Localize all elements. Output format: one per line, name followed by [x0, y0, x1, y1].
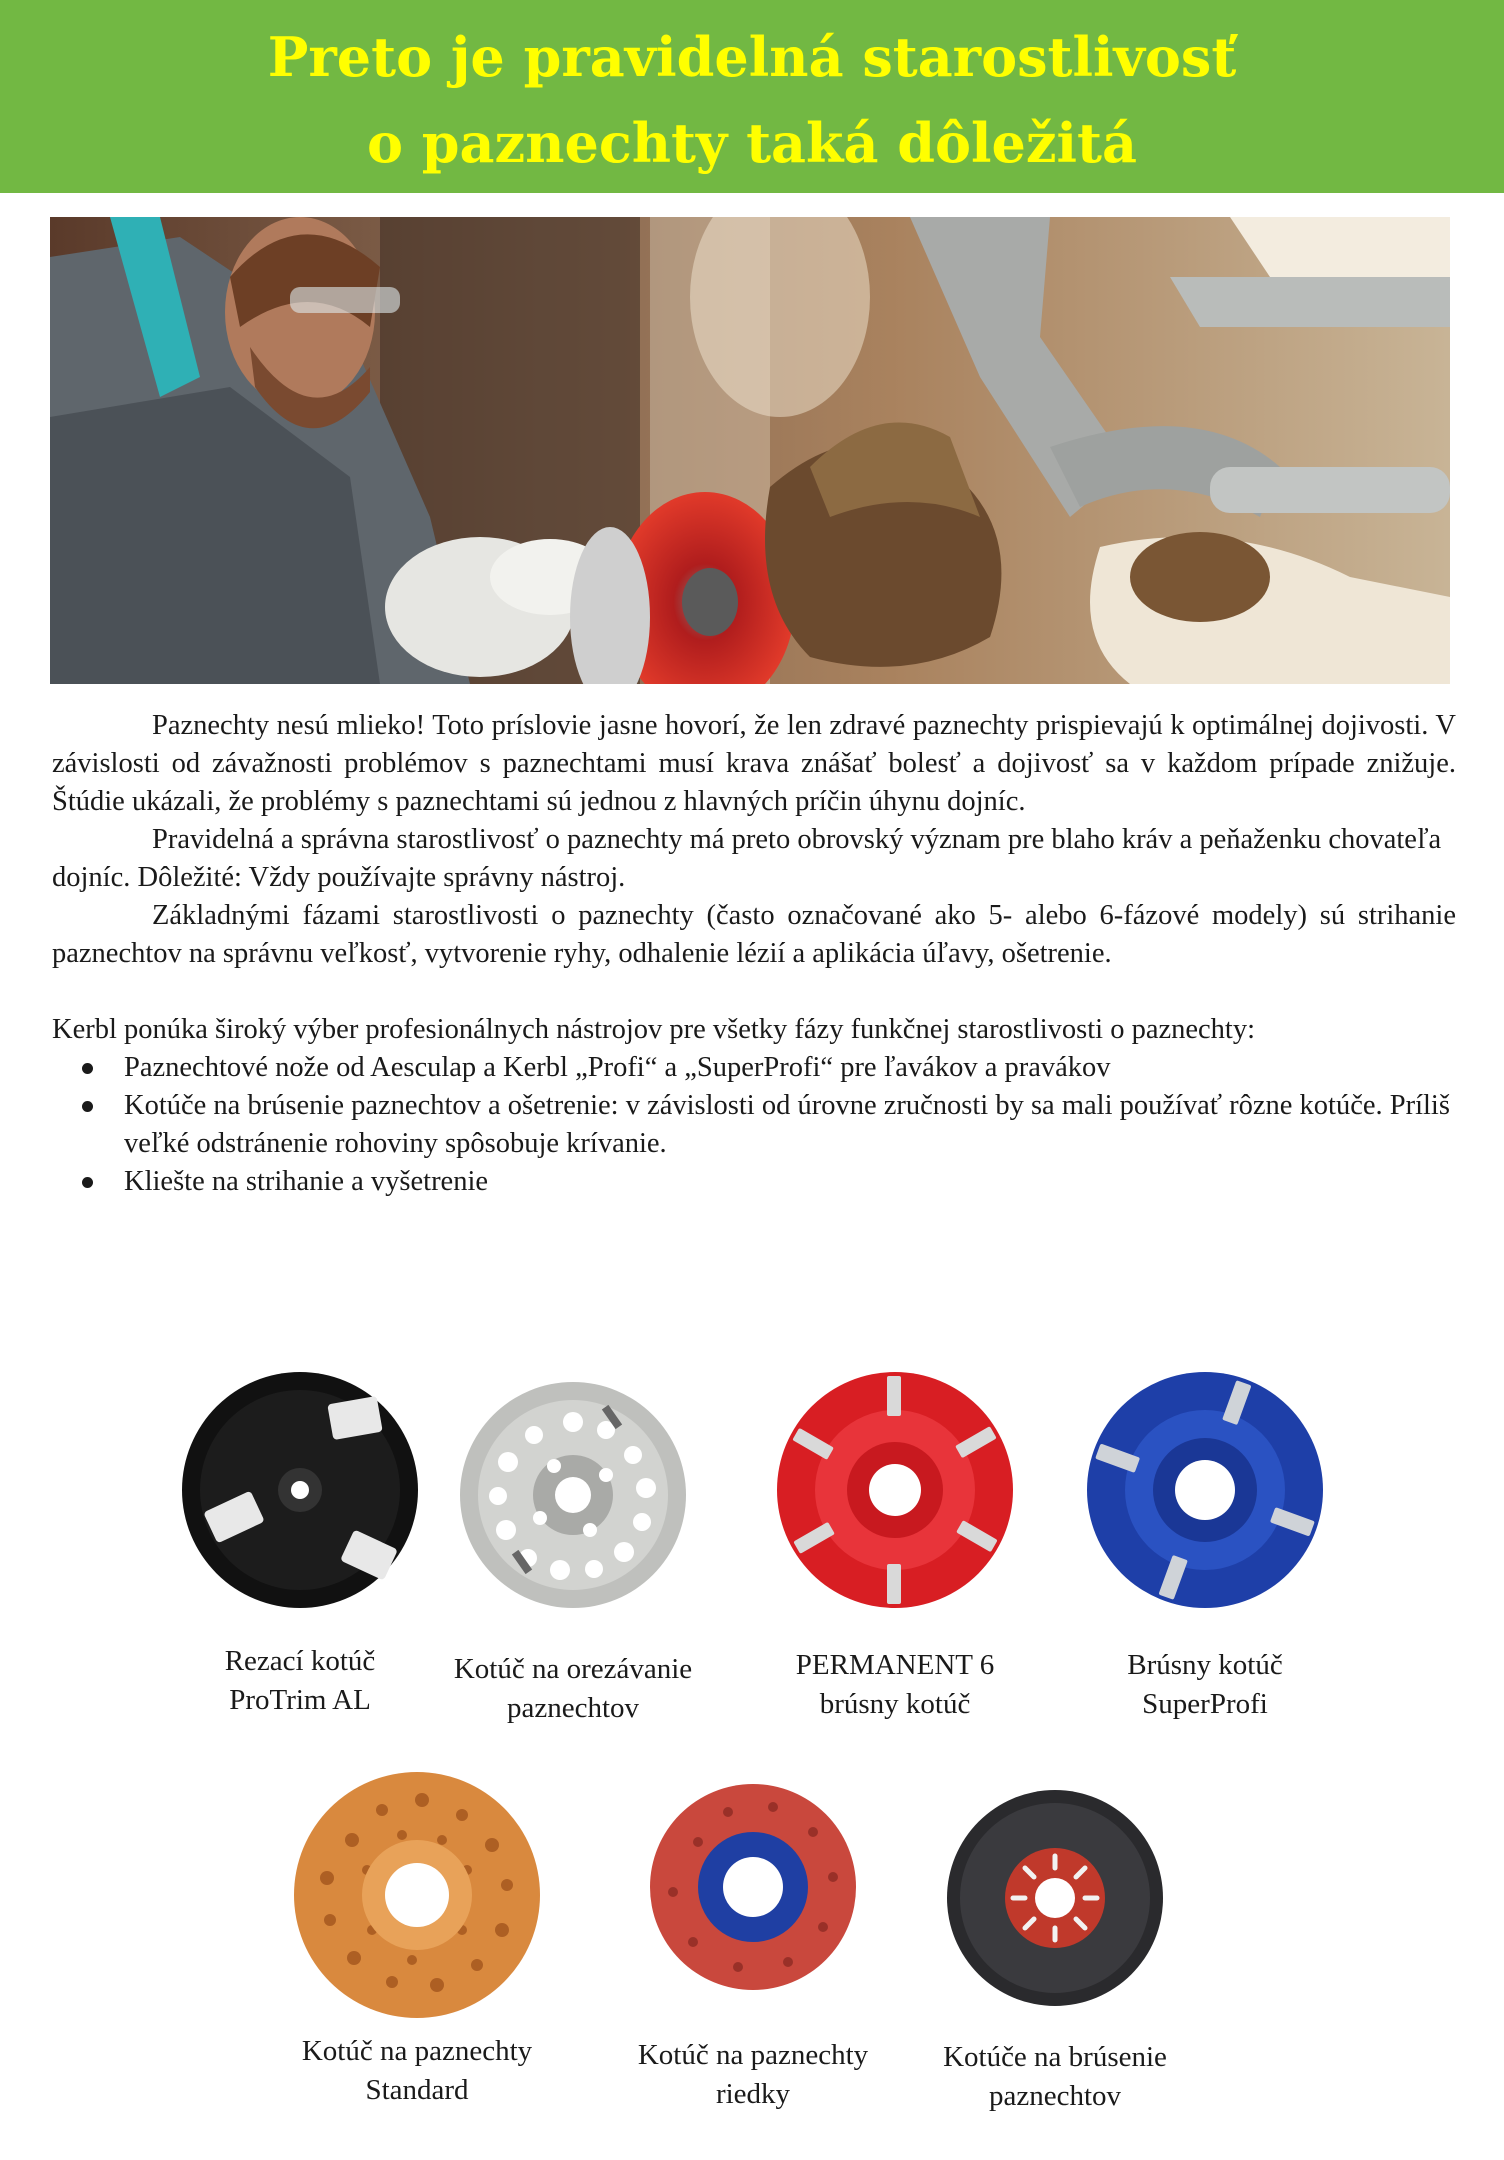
caption-line-1: Kotúč na orezávanie: [453, 1653, 693, 1685]
product-caption: [608, 2036, 898, 2114]
paragraph-2: Pravidelná a správna starostlivosť o paznechty má preto obrovský význam pre blaho kráv a peňaženku chovateľa dojníc. Dôležité: Vždy používajte správny nástroj.: [52, 824, 1442, 893]
article-body: [52, 707, 1456, 1201]
hero-photo: [50, 217, 1450, 684]
caption-line-1: PERMANENT 6: [795, 1649, 995, 1681]
silver-perforated-disc-icon: [458, 1380, 688, 1610]
red-blade-disc-icon: [775, 1370, 1015, 1610]
title-line-1: Preto je pravidelná starostlivosť: [267, 25, 1237, 89]
product-protrim: [160, 1370, 440, 1720]
product-caption: [750, 1646, 1040, 1724]
blue-blade-disc-icon: [1085, 1370, 1325, 1610]
bullet-icon: [82, 1177, 93, 1188]
product-caption: [428, 1650, 718, 1728]
product-sparse: [608, 1782, 898, 2114]
red-carbide-disc-icon: [648, 1782, 858, 1992]
product-standard: [272, 1770, 562, 2110]
caption-line-1: Kotúč na paznechty: [637, 2039, 869, 2071]
tools-list: [52, 1049, 1456, 1201]
product-caption: [272, 2032, 562, 2110]
title-line-2: o paznechty taká dôležitá: [366, 111, 1137, 175]
caption-line-2: ProTrim AL: [229, 1684, 371, 1716]
caption-line-1: Kotúče na brúsenie: [943, 2041, 1167, 2073]
product-superprofi: [1060, 1370, 1350, 1724]
caption-line-1: Brúsny kotúč: [1127, 1649, 1283, 1681]
list-item: [52, 1087, 1456, 1163]
caption-line-2: SuperProfi: [1142, 1688, 1268, 1720]
caption-line-2: paznechtov: [506, 1692, 640, 1724]
list-item-text: Paznechtové nože od Aesculap a Kerbl „Profi“ a „SuperProfi“ pre ľavákov a pravákov: [124, 1052, 1111, 1083]
hoof-trimming-photo-icon: [50, 217, 1450, 684]
paragraph-1: Paznechty nesú mlieko! Toto príslovie jasne hovorí, že len zdravé paznechty prispievajú k optimálnej dojivosti. V závislosti od závažnosti problémov s paznechtami musí krava znášať bolesť a dojivosť sa v každom prípade znižuje. Štúdie ukázali, že problémy s paznechtami sú jednou z hlavných príčin úhynu dojníc.: [52, 710, 1456, 817]
product-caption: [1060, 1646, 1350, 1724]
product-caption: [160, 1642, 440, 1720]
paragraph-3: Základnými fázami starostlivosti o paznechty (často označované ako 5- alebo 6-fázové modely) sú strihanie paznechtov na správnu veľkosť, vytvorenie ryhy, odhalenie lézií a aplikácia úľavy, ošetrenie.: [52, 900, 1456, 969]
bullet-icon: [82, 1101, 93, 1112]
list-item-text: Kotúče na brúsenie paznechtov a ošetrenie: v závislosti od úrovne zručnosti by sa mali používať rôzne kotúče. Príliš veľké odstránenie rohoviny spôsobuje krívanie.: [124, 1090, 1450, 1159]
list-item: [52, 1049, 1456, 1087]
orange-carbide-disc-icon: [292, 1770, 542, 2020]
product-trimming-disc: [428, 1380, 718, 1728]
caption-line-2: riedky: [715, 2078, 791, 2110]
caption-line-1: Rezací kotúč: [224, 1645, 376, 1677]
list-item-text: Kliešte na strihanie a vyšetrenie: [124, 1166, 489, 1197]
title-banner: [0, 0, 1504, 193]
caption-line-1: Kotúč na paznechty: [301, 2035, 533, 2067]
black-abrasive-disc-icon: [945, 1788, 1165, 2008]
caption-line-2: brúsny kotúč: [819, 1688, 971, 1720]
tools-intro: Kerbl ponúka široký výber profesionálnych nástrojov pre všetky fázy funkčnej starostlivosti o paznechty:: [52, 1014, 1256, 1045]
product-sanding-discs: [910, 1788, 1200, 2116]
bullet-icon: [82, 1063, 93, 1074]
list-item: [52, 1163, 1456, 1201]
product-permanent6: [750, 1370, 1040, 1724]
product-caption: [910, 2038, 1200, 2116]
black-cutting-disc-icon: [180, 1370, 420, 1610]
caption-line-2: paznechtov: [988, 2080, 1122, 2112]
caption-line-2: Standard: [365, 2074, 469, 2106]
